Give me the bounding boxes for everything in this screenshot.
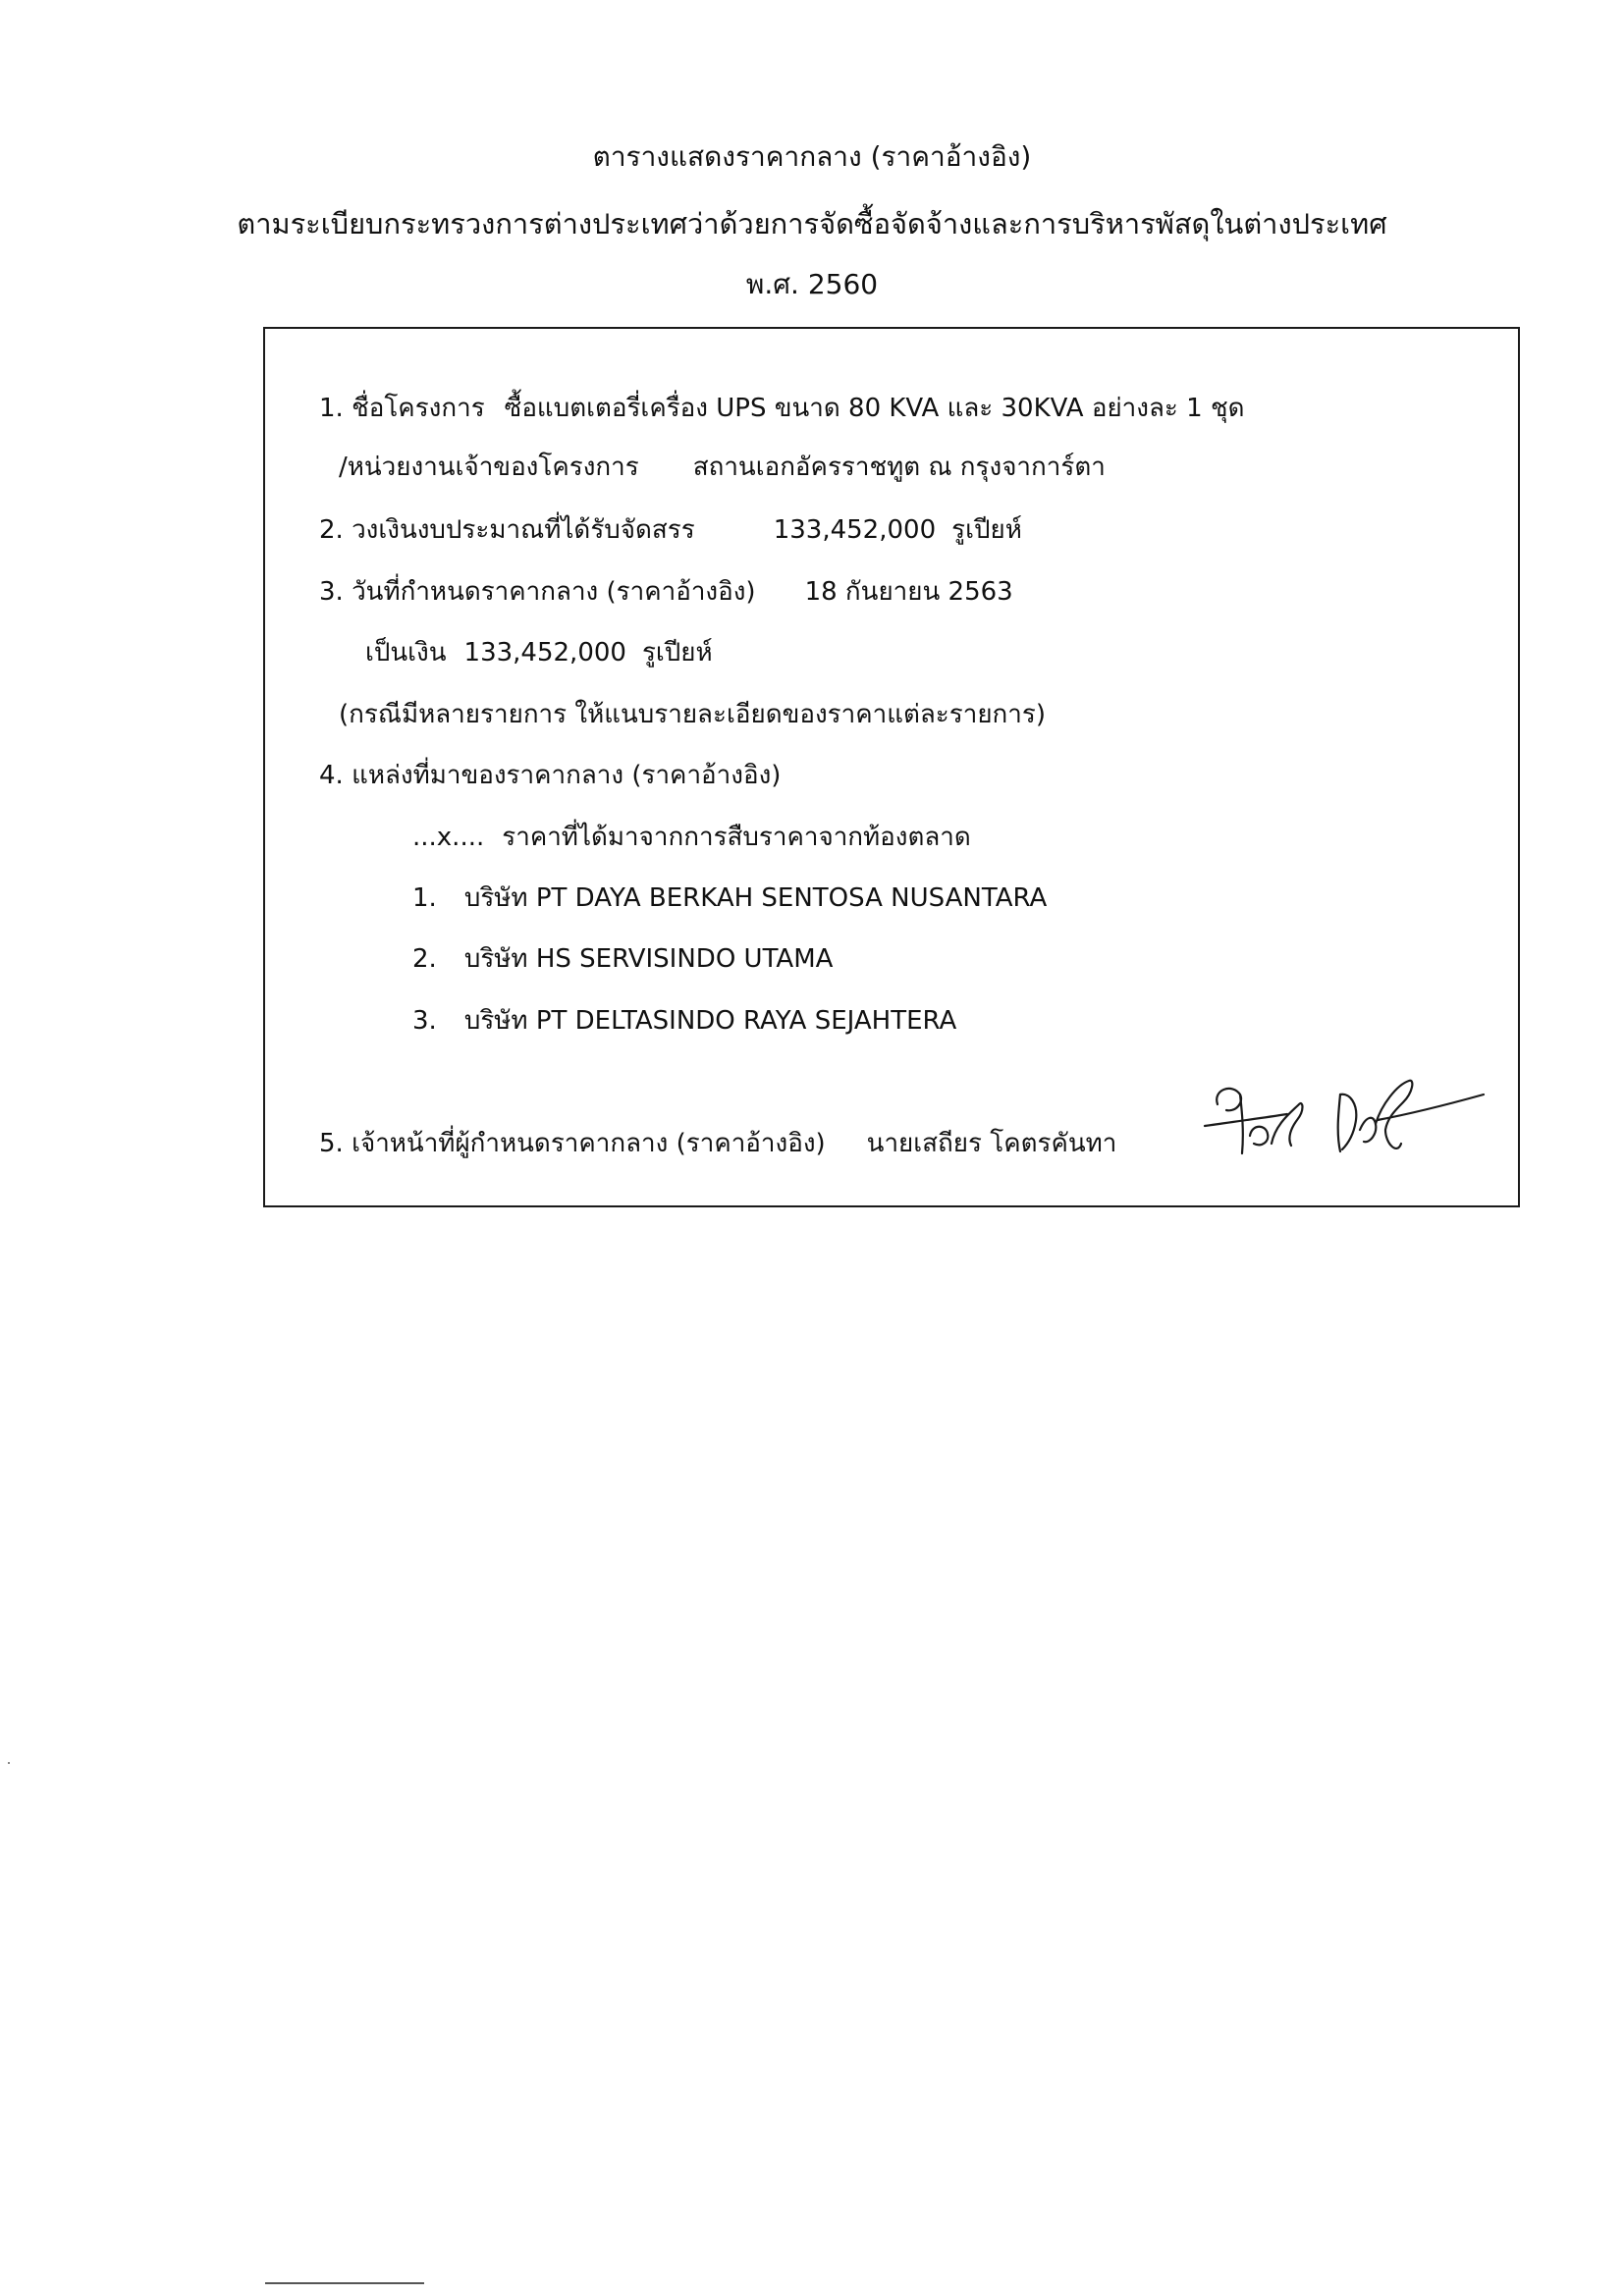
item1-project-row [319,389,1244,428]
item2-amount: 133,452,000 [773,515,937,545]
item1-owner-row [339,448,1106,487]
item1-owner-value: สถานเอกอัครราชทูต ณ กรุงจาการ์ตา [692,453,1106,482]
document-subtitle: ตามระเบียบกระทรวงการต่างประเทศว่าด้วยการจัดซื้อจัดจ้างและการบริหารพัสดุในต่างประเทศ [237,207,1387,240]
item5-officer-row [319,1124,1116,1163]
company-name: บริษัท PT DELTASINDO RAYA SEJAHTERA [463,1006,957,1036]
item3-note: (กรณีมีหลายรายการ ให้แนบรายละเอียดของราคาแต่ละรายการ) [339,700,1047,729]
item1-project-name: ซื้อแบตเตอรี่เครื่อง UPS ขนาด 80 KVA และ 30KVA อย่างละ 1 ชุด [504,394,1245,423]
item2-currency: รูเปียห์ [951,515,1022,545]
item3-amount-row [365,633,713,672]
item5-officer-name: นายเสถียร โคตรคันทา [866,1129,1117,1158]
item3-date-row [319,572,1013,612]
company-item [412,879,1047,918]
signature-image [1193,1065,1488,1158]
item1-label: 1. ชื่อโครงการ [319,394,485,423]
item3-amount-label: เป็นเงิน [365,638,447,667]
item5-label: 5. เจ้าหน้าที่ผู้กำหนดราคากลาง (ราคาอ้างอิง) [319,1129,826,1158]
document-title: ตารางแสดงราคากลาง (ราคาอ้างอิง) [592,140,1032,173]
document-year: พ.ศ. 2560 [745,268,879,300]
item4-check-mark: ...x.... [412,823,485,852]
item3-date: 18 กันยายน 2563 [804,577,1013,607]
item2-budget-row [319,510,1022,550]
footer-rule [265,2282,424,2284]
company-number: 1. [412,883,437,913]
item2-label: 2. วงเงินงบประมาณที่ได้รับจัดสรร [319,515,695,545]
company-item [412,1001,956,1041]
scan-artifact [8,1762,10,1764]
company-number: 2. [412,944,437,974]
item1-owner-label: /หน่วยงานเจ้าของโครงการ [339,453,639,482]
item4-source-row [412,818,971,857]
item3-currency: รูเปียห์ [641,638,713,667]
item4-source: ราคาที่ได้มาจากการสืบราคาจากท้องตลาด [502,823,971,852]
company-name: บริษัท HS SERVISINDO UTAMA [463,944,834,974]
company-item [412,939,833,979]
company-name: บริษัท PT DAYA BERKAH SENTOSA NUSANTARA [463,883,1048,913]
item3-label: 3. วันที่กำหนดราคากลาง (ราคาอ้างอิง) [319,577,756,607]
item4-label: 4. แหล่งที่มาของราคากลาง (ราคาอ้างอิง) [319,761,782,790]
company-number: 3. [412,1006,437,1036]
item3-amount: 133,452,000 [463,638,626,667]
